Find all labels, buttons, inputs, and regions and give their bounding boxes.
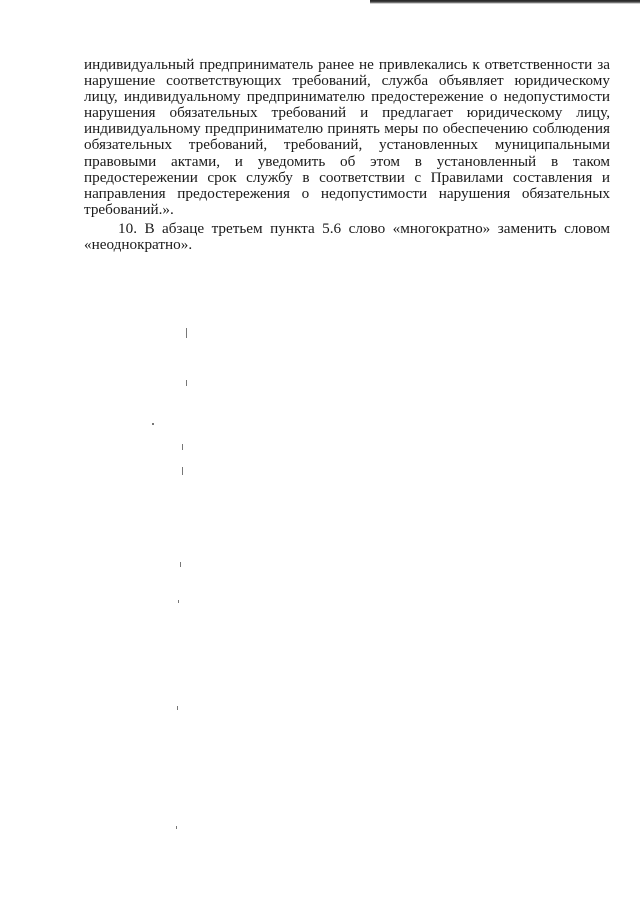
scan-edge-mark [370, 0, 640, 4]
amendment-item-10: 10. В абзаце третьем пункта 5.6 слово «многократно» заменить словом «неоднократно». [84, 219, 610, 254]
paragraph-continuation: индивидуальный предприниматель ранее не привлекались к ответственности за нарушение соответствующих требований, служба объявляет юридическому лицу, индивидуальному предпринимателю предостережение о недопустимости нарушения обязательных требований и предлагает юридическому лицу, индивидуальному предпринимателю принять меры по обеспечению соблюдения обязательных требований, требований, установленных муниципальными правовыми актами, и уведомить об этом в установленный в таком предостережении срок службу в соответствии с Правилами составления и направления предостережения о недопустимости нарушения обязательных требований.». [84, 56, 610, 218]
document-body [84, 57, 610, 253]
